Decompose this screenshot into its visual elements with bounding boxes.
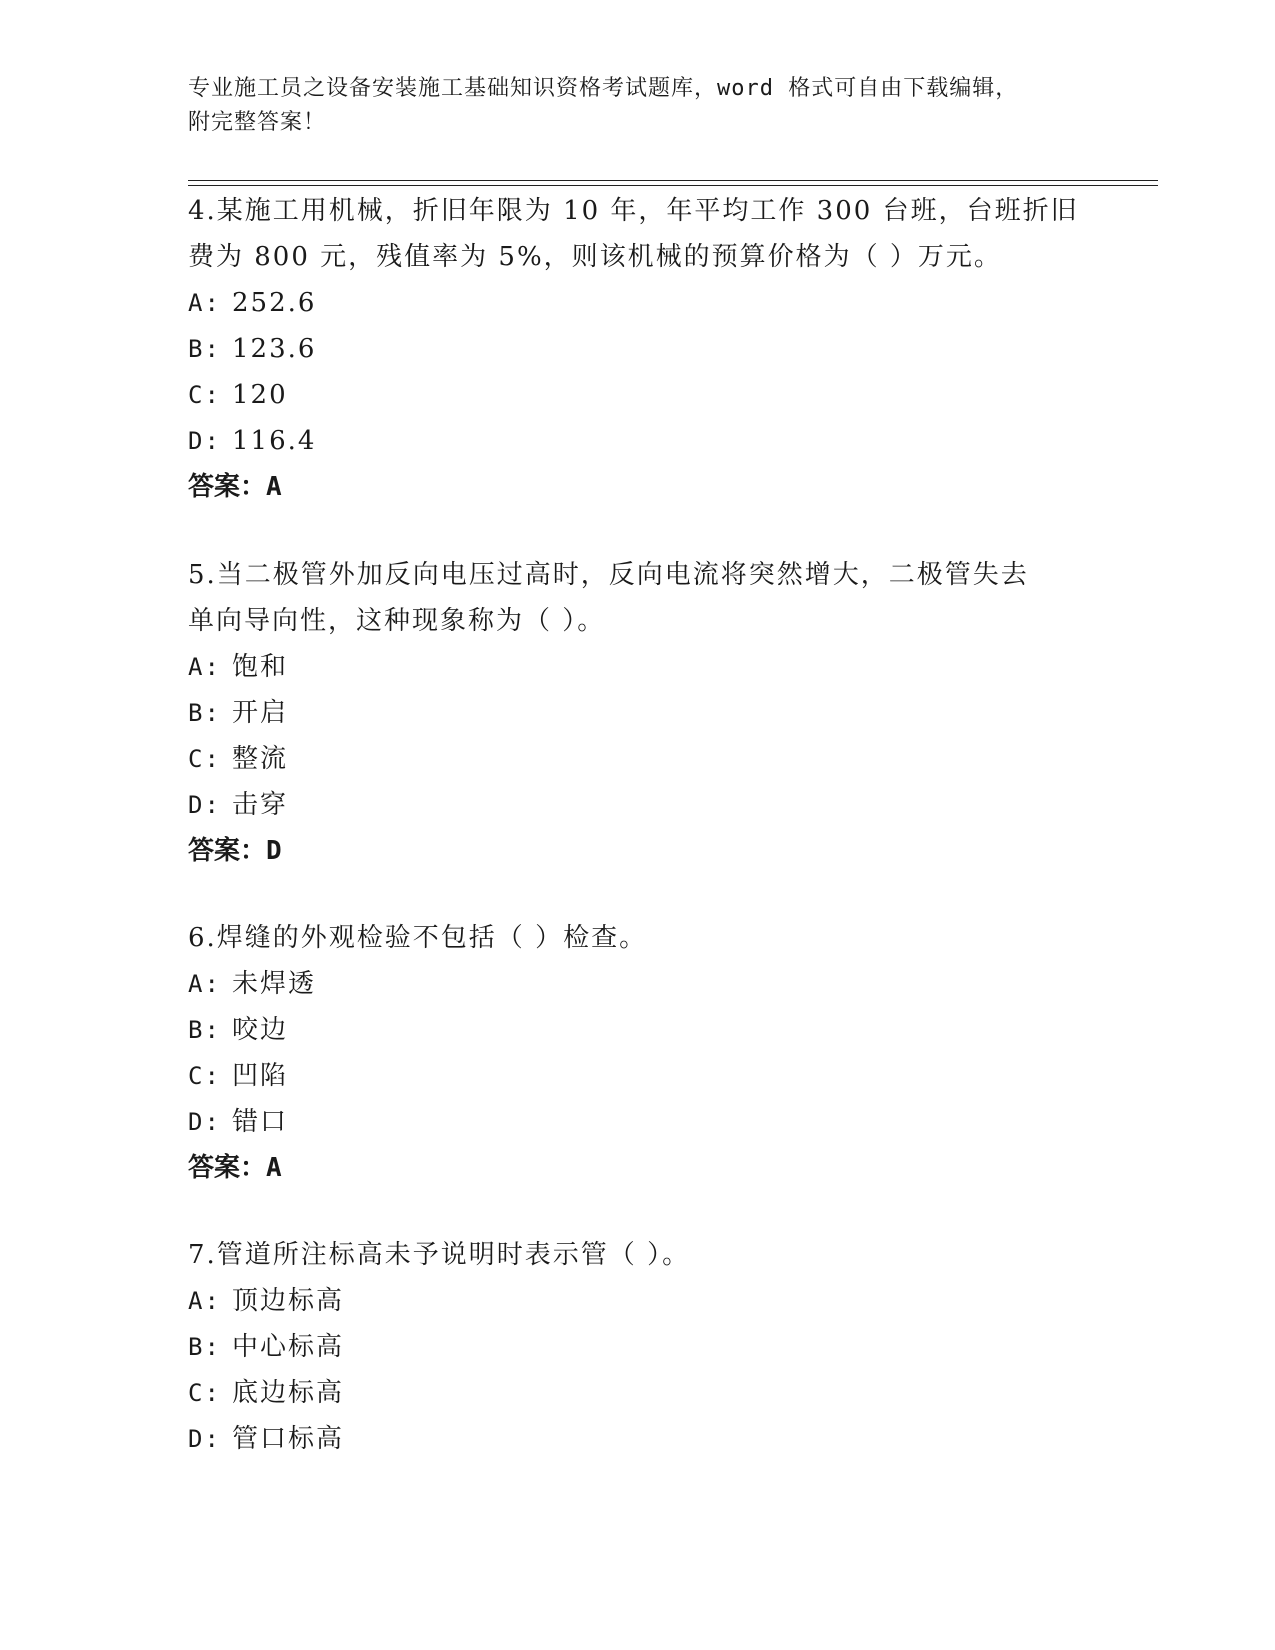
option-key: D: <box>188 791 221 819</box>
option-text: 管口标高 <box>232 1424 345 1454</box>
option-d <box>188 1416 1088 1462</box>
option-text: 凹陷 <box>232 1061 289 1091</box>
option-key: A: <box>188 970 221 998</box>
option-text: 底边标高 <box>232 1378 345 1408</box>
option-b <box>188 1007 1088 1053</box>
option-key: C: <box>188 745 221 773</box>
option-a <box>188 644 1088 690</box>
question-stem: 6.焊缝的外观检验不包括（ ）检查。 <box>188 923 648 953</box>
header-divider-bottom <box>188 185 1158 186</box>
option-c <box>188 1053 1088 1099</box>
option-text: 120 <box>232 380 288 410</box>
option-key: D: <box>188 427 221 455</box>
option-c <box>188 372 1088 418</box>
option-a <box>188 1278 1088 1324</box>
option-text: 咬边 <box>232 1015 289 1045</box>
option-c <box>188 736 1088 782</box>
option-b <box>188 1324 1088 1370</box>
option-text: 252.6 <box>232 288 317 318</box>
option-key: B: <box>188 1016 221 1044</box>
answer-line: 答案：D <box>188 836 282 866</box>
answer-line: 答案：A <box>188 1153 282 1183</box>
option-text: 123.6 <box>232 334 317 364</box>
question-6 <box>188 915 1088 1191</box>
question-7 <box>188 1232 1088 1462</box>
header-line-2: 附完整答案！ <box>188 110 327 135</box>
option-key: A: <box>188 289 221 317</box>
option-a <box>188 280 1088 326</box>
document-header <box>188 72 1068 140</box>
option-key: B: <box>188 1333 221 1361</box>
option-key: D: <box>188 1425 221 1453</box>
option-a <box>188 961 1088 1007</box>
answer-line: 答案：A <box>188 472 282 502</box>
option-text: 未焊透 <box>232 969 317 999</box>
option-key: C: <box>188 381 221 409</box>
option-b <box>188 690 1088 736</box>
question-stem: 5.当二极管外加反向电压过高时，反向电流将突然增大，二极管失去 <box>188 560 1029 590</box>
option-key: C: <box>188 1062 221 1090</box>
option-text: 击穿 <box>232 790 289 820</box>
option-text: 116.4 <box>232 426 317 456</box>
option-text: 顶边标高 <box>232 1286 345 1316</box>
option-key: B: <box>188 335 221 363</box>
question-5 <box>188 552 1088 874</box>
header-divider-top <box>188 180 1158 181</box>
option-key: D: <box>188 1108 221 1136</box>
question-4 <box>188 188 1088 510</box>
question-stem: 7.管道所注标高未予说明时表示管（ ）。 <box>188 1240 691 1270</box>
question-stem: 费为 800 元，残值率为 5%，则该机械的预算价格为（ ）万元。 <box>188 242 1002 272</box>
option-text: 错口 <box>232 1107 289 1137</box>
option-text: 中心标高 <box>232 1332 345 1362</box>
option-d <box>188 782 1088 828</box>
option-d <box>188 1099 1088 1145</box>
question-stem: 单向导向性，这种现象称为（ ）。 <box>188 606 606 636</box>
question-stem: 4.某施工用机械，折旧年限为 10 年，年平均工作 300 台班，台班折旧 <box>188 196 1079 226</box>
option-b <box>188 326 1088 372</box>
header-line-1: 专业施工员之设备安装施工基础知识资格考试题库，word 格式可自由下载编辑， <box>188 76 1019 101</box>
option-d <box>188 418 1088 464</box>
option-c <box>188 1370 1088 1416</box>
option-key: B: <box>188 699 221 727</box>
option-key: C: <box>188 1379 221 1407</box>
option-text: 饱和 <box>232 652 289 682</box>
option-key: A: <box>188 653 221 681</box>
option-text: 整流 <box>232 744 289 774</box>
option-key: A: <box>188 1287 221 1315</box>
option-text: 开启 <box>232 698 289 728</box>
